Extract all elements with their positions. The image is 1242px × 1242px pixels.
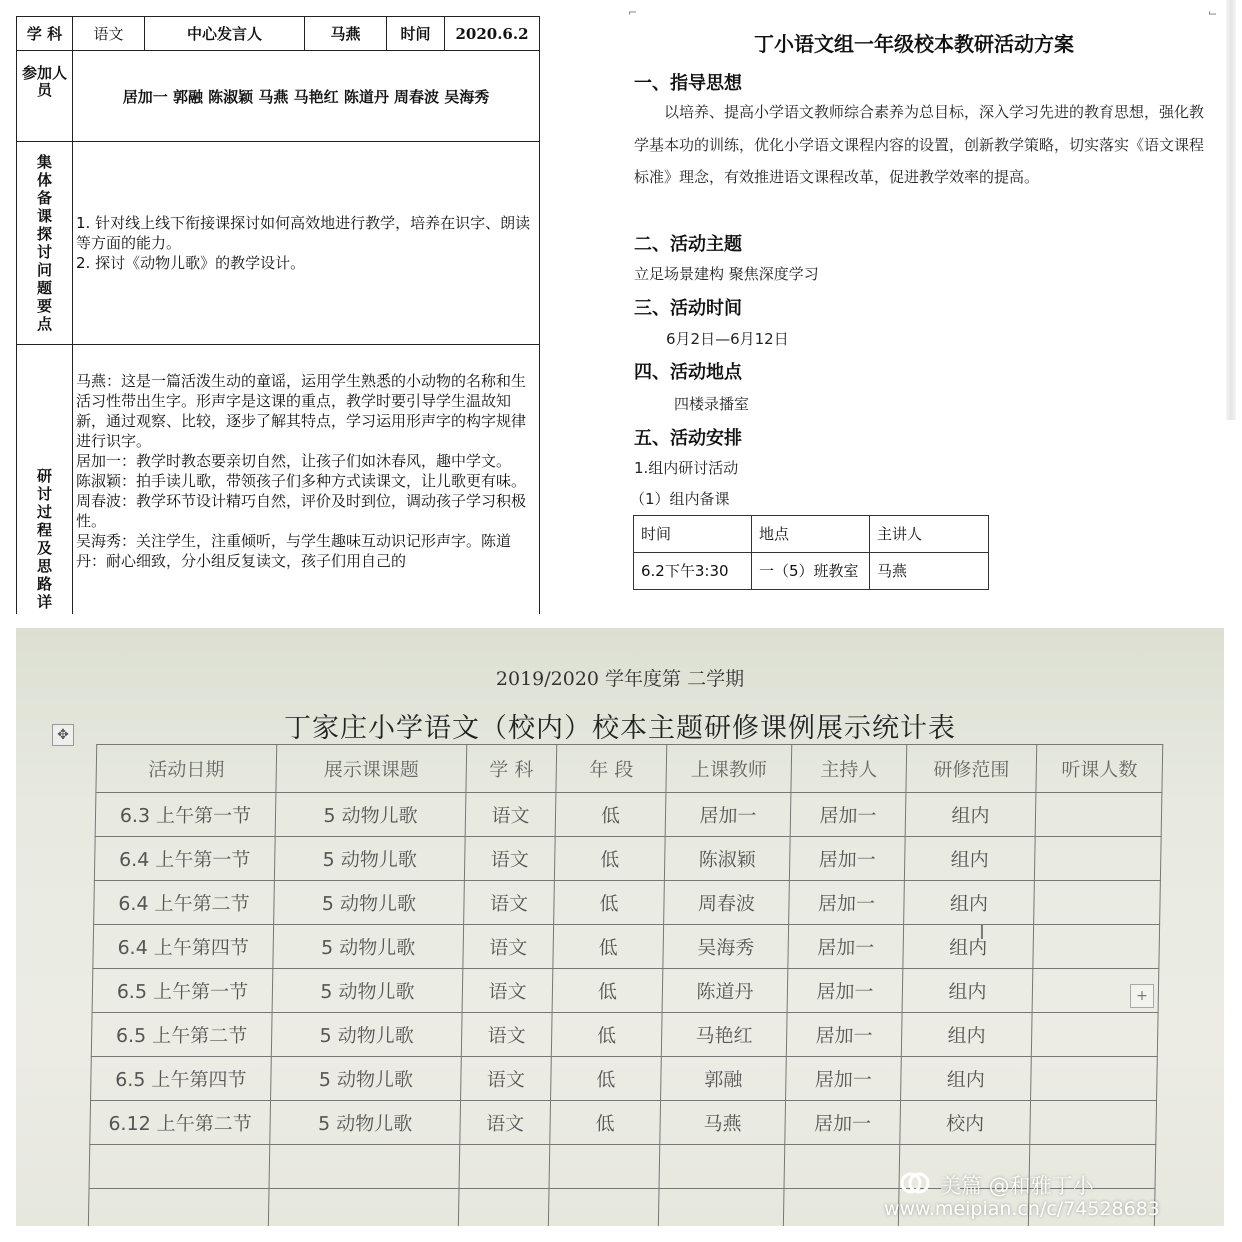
subject-cell: 语文 [461,1057,552,1101]
teacher-cell: 陈道丹 [662,969,788,1013]
host-cell: 居加一 [785,1101,901,1145]
discussion-point: 2. 探讨《动物儿歌》的教学设计。 [76,254,306,272]
process-note: 居加一：教学时教态要亲切自然，让孩子们如沐春风，趣中学文。 [76,452,512,470]
scope-cell: 组内 [903,925,1034,969]
lesson-topic-cell: 5 动物儿歌 [270,1101,461,1145]
teacher-cell: 郭融 [661,1057,787,1101]
empty-cell [89,1145,270,1189]
process-note: 吴海秀：关注学生，注重倾听，与学生趣味互动识记形声字。陈道丹：耐心细致，分小组反复读文，孩子们用自己的 [76,532,512,570]
semester-label: 2019/2020 学年度第 二学期 [495,668,745,690]
empty-cell [458,1189,549,1227]
lesson-prep-record-form [0,0,556,614]
attendee-count-cell [1033,925,1160,969]
section-heading-2: 二、活动主题 [634,234,742,255]
table-row [95,793,1162,837]
scope-cell: 组内 [904,881,1035,925]
teacher-cell: 周春波 [664,881,790,925]
empty-cell [269,1145,460,1189]
empty-cell [658,1189,784,1227]
lesson-topic-cell: 5 动物儿歌 [271,1013,462,1057]
section-text-1: 以培养、提高小学语文教师综合素养为总目标，深入学习先进的教育思想，强化教学基本功的训练，优化小学语文课程内容的设置，创新教学策略，切实落实《语文课程标准》理念，有效推进语文课程改革，促进教学效率的提高。 [634,103,1205,186]
page-corner-mark: ⌐ [628,6,638,19]
attendee-count-cell [1031,1013,1158,1057]
teacher-cell: 陈淑颖 [664,837,790,881]
empty-cell [659,1145,785,1189]
grade-level-cell: 低 [554,837,665,881]
schedule-time: 6.2下午3:30 [634,553,752,590]
table-move-handle-icon[interactable]: ✥ [52,724,74,746]
activity-date-cell: 6.4 上午第四节 [93,925,274,969]
statistics-table-photo [16,628,1224,1226]
process-row [17,345,540,615]
schedule-header: 地点 [752,516,870,553]
host-cell: 居加一 [789,837,905,881]
activity-date-cell: 6.4 上午第一节 [94,837,275,881]
teacher-cell: 马艳红 [661,1013,787,1057]
host-cell: 居加一 [786,1013,902,1057]
add-column-icon[interactable]: + [1130,984,1154,1008]
speaker-value: 马燕 [305,17,387,51]
watermark-url: www.meipian.cn/c/74528683 [884,1198,1160,1220]
text-cursor-icon: I [979,920,985,944]
scope-cell: 校内 [900,1101,1031,1145]
discussion-points [73,142,540,345]
host-cell: 居加一 [790,793,906,837]
attendee-count-cell [1035,793,1162,837]
process-note: 周春波：教学环节设计精巧自然，评价及时到位，调动孩子学习积极性。 [76,492,527,530]
table-row [91,1013,1158,1057]
activity-date-cell: 6.5 上午第四节 [91,1057,272,1101]
arrangement-item: 1.组内研讨活动 [634,459,739,477]
lesson-topic-cell: 5 动物儿歌 [274,881,465,925]
grade-level-cell: 低 [550,1101,661,1145]
teacher-cell: 吴海秀 [663,925,789,969]
process-note: 陈淑颖：拍手读儿歌，带领孩子们多种方式读课文，让儿歌更有味。 [76,472,527,490]
process-notes [73,345,540,615]
table-row [94,881,1161,925]
section-heading-3: 三、活动时间 [634,298,742,319]
column-header: 学 科 [466,745,557,793]
empty-cell [549,1145,660,1189]
section-heading-5: 五、活动安排 [634,428,742,449]
schedule-header-row [634,516,989,553]
process-note: 马燕：这是一篇活泼生动的童谣，运用学生熟悉的小动物的名称和生活习性带出生字。形声字是这课的重点，教学时要引导学生温故知新，通过观察、比较，逐步了解其特点，学习运用形声字的构字规律进行识字。 [76,372,527,450]
section-text-4: 四楼录播室 [674,395,750,413]
subject-cell: 语文 [465,793,556,837]
discussion-label: 集体备课探讨问题要点 [36,153,52,333]
host-cell: 居加一 [787,969,903,1013]
column-header: 研修范围 [906,745,1037,793]
statistics-table-body [88,745,1163,1227]
subject-cell: 语文 [463,925,554,969]
column-header: 听课人数 [1036,745,1163,793]
watermark-brand: 美篇 @和雅丁小 [940,1174,1094,1198]
schedule-row [634,553,989,590]
subject-label: 学 科 [17,17,73,51]
scope-cell: 组内 [902,969,1033,1013]
section-heading-1: 一、指导思想 [634,73,742,94]
statistics-title: 丁家庄小学语文（校内）校本主题研修课例展示统计表 [284,713,956,744]
discussion-point: 1. 针对线上线下衔接课探讨如何高效地进行教学，培养在识字、朗读等方面的能力。 [76,214,531,252]
subject-value: 语文 [73,17,145,51]
host-cell: 居加一 [788,925,904,969]
grade-level-cell: 低 [551,1013,662,1057]
activity-date-cell: 6.12 上午第二节 [90,1101,271,1145]
grade-level-cell: 低 [551,1057,662,1101]
schedule-table [633,515,989,590]
empty-cell [88,1189,269,1227]
meipian-logo-icon [900,1168,930,1198]
activity-date-cell: 6.5 上午第一节 [92,969,273,1013]
section-text-2: 立足场景建构 聚焦深度学习 [634,265,819,283]
subject-cell: 语文 [464,837,555,881]
section-text-3: 6月2日—6月12日 [666,330,789,348]
subject-cell: 语文 [461,1013,552,1057]
activity-date-cell: 6.3 上午第一节 [95,793,276,837]
activity-date-cell: 6.5 上午第二节 [91,1013,272,1057]
table-row [92,969,1159,1013]
scrollbar[interactable] [1226,0,1236,420]
table-row [93,925,1160,969]
participants-row [17,51,540,142]
lesson-topic-cell: 5 动物儿歌 [275,793,466,837]
lesson-topic-cell: 5 动物儿歌 [274,837,465,881]
attendee-count-cell [1030,1101,1157,1145]
schedule-place: 一（5）班教室 [752,553,870,590]
host-cell: 居加一 [789,881,905,925]
record-header-row [17,17,540,51]
host-cell: 居加一 [786,1057,902,1101]
lesson-topic-cell: 5 动物儿歌 [271,1057,462,1101]
speaker-label: 中心发言人 [145,17,305,51]
participants-label: 参加人员 [17,51,73,142]
arrangement-subitem: （1）组内备课 [630,490,730,508]
activity-date-cell: 6.4 上午第二节 [94,881,275,925]
empty-cell [268,1189,459,1227]
grade-level-cell: 低 [554,881,665,925]
column-header: 年 段 [556,745,667,793]
section-heading-4: 四、活动地点 [634,362,742,383]
column-header: 活动日期 [96,745,277,793]
attendee-count-cell [1034,881,1161,925]
subject-cell: 语文 [460,1101,551,1145]
empty-cell [783,1189,899,1227]
attendee-count-cell [1034,837,1161,881]
teacher-cell: 马燕 [660,1101,786,1145]
subject-cell: 语文 [464,881,555,925]
subject-cell: 语文 [462,969,553,1013]
empty-cell [784,1145,900,1189]
activity-plan-document [616,0,1242,614]
grade-level-cell: 低 [553,925,664,969]
table-row [94,837,1161,881]
grade-level-cell: 低 [552,969,663,1013]
grade-level-cell: 低 [555,793,666,837]
scope-cell: 组内 [901,1057,1032,1101]
schedule-header: 时间 [634,516,752,553]
empty-cell [548,1189,659,1227]
empty-cell [459,1145,550,1189]
teacher-cell: 居加一 [665,793,791,837]
column-header: 展示课课题 [276,745,467,793]
lesson-topic-cell: 5 动物儿歌 [272,969,463,1013]
time-value: 2020.6.2 [445,17,540,51]
watermark [884,1166,1224,1226]
scope-cell: 组内 [905,793,1036,837]
page-corner-mark: ⌙ [1208,6,1218,19]
statistics-table [88,744,1164,1226]
process-label: 研讨过程及思路详 [36,467,52,611]
scope-cell: 组内 [904,837,1035,881]
time-label: 时间 [387,17,445,51]
table-row [90,1101,1157,1145]
column-header: 主持人 [791,745,907,793]
schedule-header: 主讲人 [870,516,989,553]
lesson-topic-cell: 5 动物儿歌 [273,925,464,969]
schedule-speaker: 马燕 [870,553,989,590]
scope-cell: 组内 [901,1013,1032,1057]
statistics-header-row [96,745,1163,793]
participants-list: 居加一 郭融 陈淑颖 马燕 马艳红 陈道丹 周春波 吴海秀 [73,51,540,142]
table-row [91,1057,1158,1101]
record-table [16,16,540,614]
discussion-row [17,142,540,345]
attendee-count-cell [1031,1057,1158,1101]
plan-title: 丁小语文组一年级校本教研活动方案 [754,32,1074,56]
column-header: 上课教师 [666,745,792,793]
